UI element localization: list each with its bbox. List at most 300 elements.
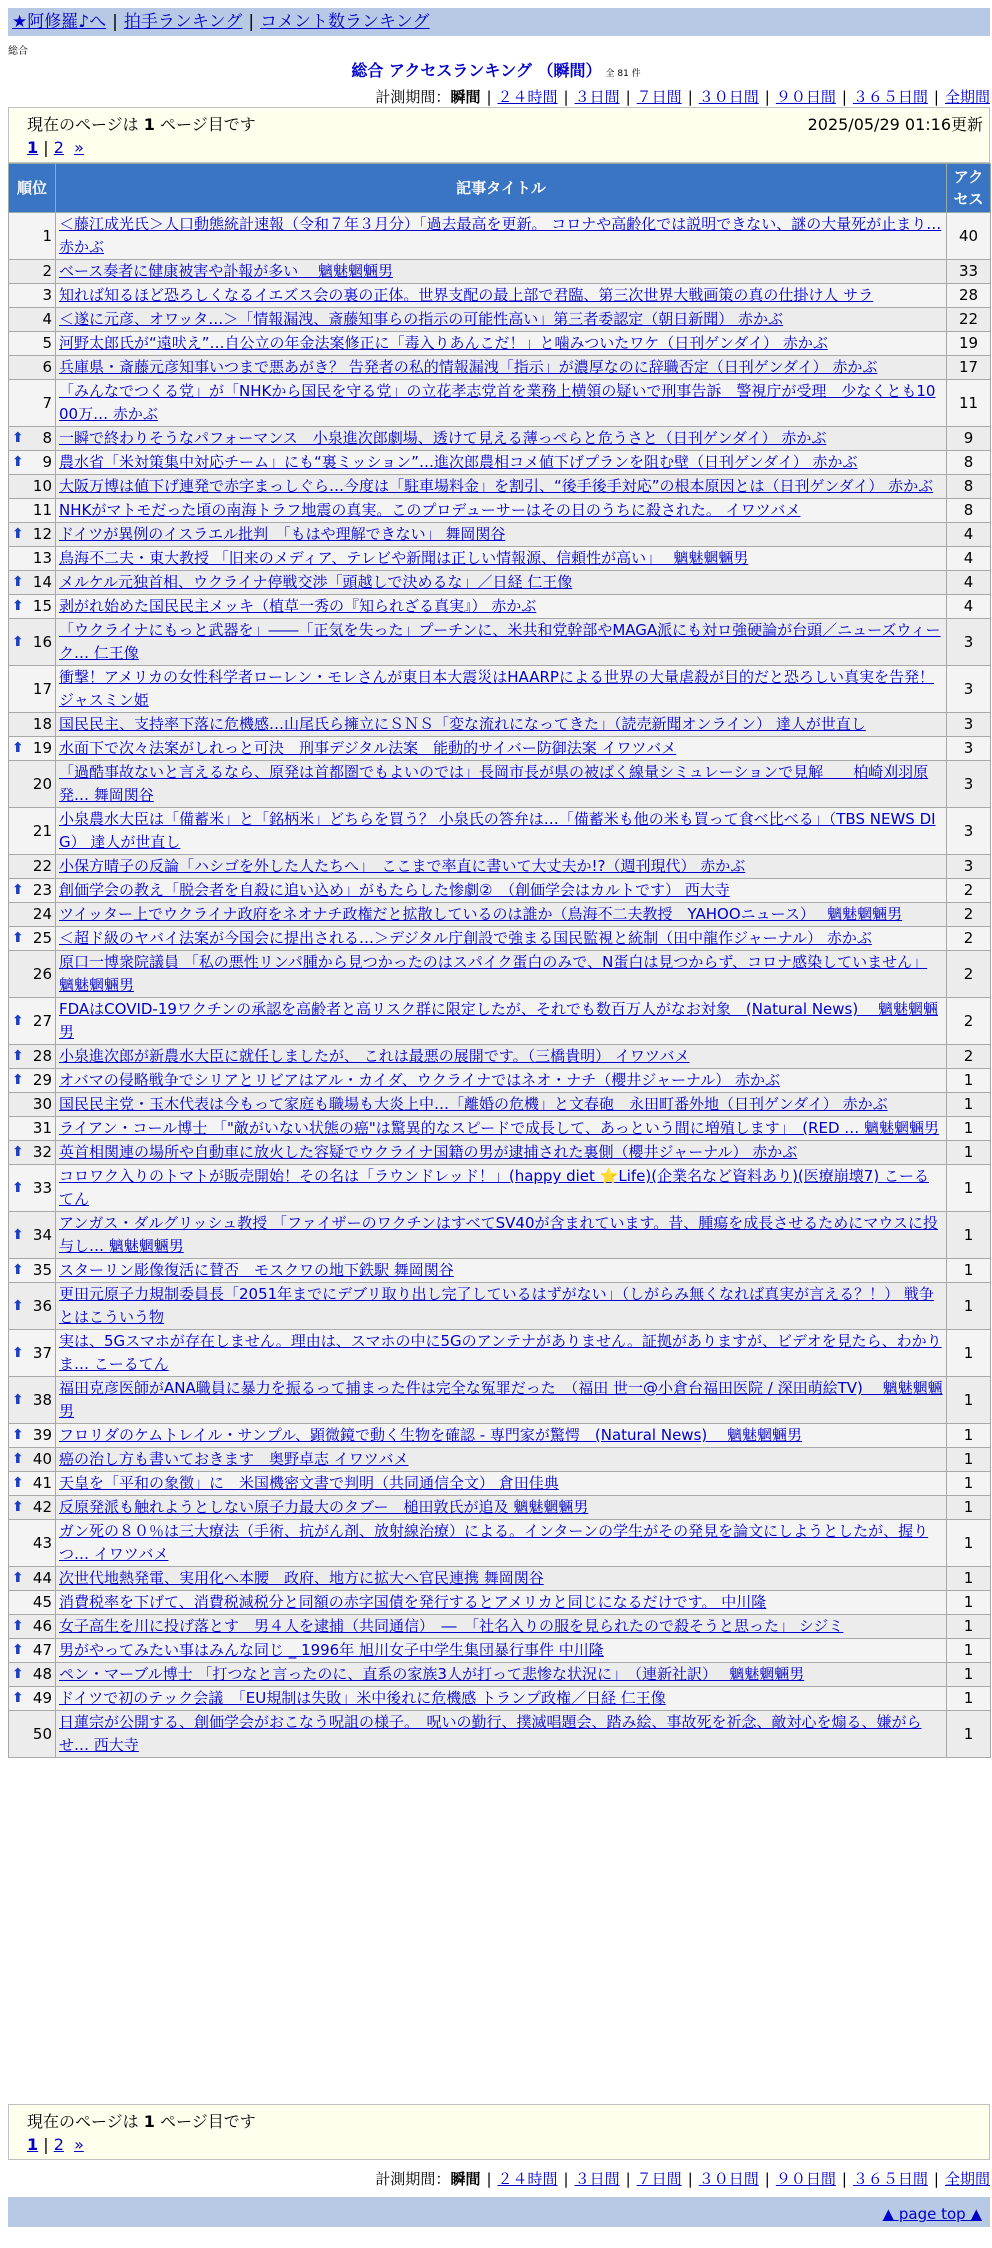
title-cell bbox=[56, 666, 947, 713]
title-cell bbox=[56, 1639, 947, 1663]
rank-cell bbox=[9, 1448, 56, 1472]
article-title-link[interactable]: 大阪万博は値下げ連発で赤字まっしぐら…今度は「駐車場料金」を割引、“後手後手対応”の根本原因とは（日刊ゲンダイ） 赤かぶ bbox=[59, 477, 934, 495]
title-cell bbox=[56, 713, 947, 737]
title-cell bbox=[56, 1520, 947, 1567]
pager-text-pre-bottom: 現在のページは bbox=[27, 2112, 139, 2131]
table-header-row bbox=[9, 164, 991, 213]
article-title-link[interactable]: メルケル元独首相、ウクライナ停戦交渉「頭越しで決めるな」／日経 仁王像 bbox=[59, 573, 573, 591]
title-cell bbox=[56, 571, 947, 595]
table-row bbox=[9, 951, 991, 998]
title-cell bbox=[56, 761, 947, 808]
table-row bbox=[9, 666, 991, 713]
access-count: 1 bbox=[947, 1591, 991, 1615]
table-row bbox=[9, 1591, 991, 1615]
period-current: 瞬間 bbox=[450, 88, 481, 106]
rank-number: 23 bbox=[32, 881, 52, 899]
table-row bbox=[9, 1093, 991, 1117]
period-24h-link[interactable]: ２４時間 bbox=[497, 88, 558, 106]
rank-number: 18 bbox=[32, 715, 52, 733]
access-count: 2 bbox=[947, 927, 991, 951]
access-count: 2 bbox=[947, 903, 991, 927]
access-count: 11 bbox=[947, 380, 991, 427]
access-count: 1 bbox=[947, 1259, 991, 1283]
rank-cell bbox=[9, 1165, 56, 1212]
title-cell bbox=[56, 1069, 947, 1093]
access-count: 1 bbox=[947, 1687, 991, 1711]
rank-up-arrow-icon: ⬆ bbox=[12, 1690, 24, 1706]
table-row bbox=[9, 903, 991, 927]
rank-number: 30 bbox=[32, 1095, 52, 1113]
rank-cell bbox=[9, 855, 56, 879]
rank-number: 2 bbox=[42, 262, 52, 280]
rank-number: 8 bbox=[42, 429, 52, 447]
article-title-link[interactable]: アンガス・ダルグリッシュ教授 「ファイザーのワクチンはすべてSV40が含まれています。昔、腫瘍を成長させるためにマウスに投与し… 魑魅魍魎男 bbox=[59, 1214, 938, 1255]
rank-cell bbox=[9, 523, 56, 547]
title-cell bbox=[56, 1283, 947, 1330]
table-row bbox=[9, 1687, 991, 1711]
access-count: 1 bbox=[947, 1711, 991, 1758]
title-cell bbox=[56, 1687, 947, 1711]
access-count: 4 bbox=[947, 571, 991, 595]
rank-up-arrow-icon: ⬆ bbox=[12, 882, 24, 898]
access-count: 3 bbox=[947, 666, 991, 713]
rank-number: 14 bbox=[32, 573, 52, 591]
access-count: 2 bbox=[947, 951, 991, 998]
access-count: 28 bbox=[947, 284, 991, 308]
access-count: 8 bbox=[947, 451, 991, 475]
article-title-link[interactable]: 更田元原子力規制委員長「2051年までにデブリ取り出し完了しているはずがない」（しがらみ無くなれば真実が言える？！） 戦争とはこういう物 bbox=[59, 1285, 934, 1326]
article-title-link[interactable]: 国民民主、支持率下落に危機感…山尾氏ら擁立にＳＮＳ「変な流れになってきた」（読売新聞オンライン） 達人が世直し bbox=[59, 715, 866, 733]
period-selector-bottom: 計測期間：瞬間 | ２４時間 | ３日間 | ７日間 | ３０日間 | ９０日間 | ３６５日間 | 全期間 bbox=[375, 2170, 990, 2188]
title-cell bbox=[56, 1663, 947, 1687]
table-row bbox=[9, 1283, 991, 1330]
rank-number: 43 bbox=[32, 1533, 52, 1552]
table-row bbox=[9, 332, 991, 356]
rank-cell bbox=[9, 761, 56, 808]
access-count: 33 bbox=[947, 260, 991, 284]
period-24h-link-bottom[interactable]: ２４時間 bbox=[497, 2170, 558, 2188]
rank-up-arrow-icon: ⬆ bbox=[12, 1344, 24, 1361]
rank-up-arrow-icon: ⬆ bbox=[12, 740, 24, 756]
period-365d-link-bottom[interactable]: ３６５日間 bbox=[852, 2170, 928, 2188]
title-cell bbox=[56, 1259, 947, 1283]
rank-cell bbox=[9, 571, 56, 595]
rank-number: 34 bbox=[32, 1225, 52, 1244]
rank-up-arrow-icon: ⬆ bbox=[12, 1391, 24, 1408]
title-cell bbox=[56, 1045, 947, 1069]
article-title-link[interactable]: FDAはCOVID-19ワクチンの承認を高齢者と高リスク群に限定したが、それでも数百万人がなお対象 (Natural News) 魑魅魍魎男 bbox=[59, 1000, 938, 1041]
article-title-link[interactable]: ＜藤江成光氏＞人口動態統計速報（令和７年３月分）「過去最高を更新。 コロナや高齢化では説明できない、謎の大量死が止まり… 赤かぶ bbox=[59, 215, 942, 256]
rank-up-arrow-icon: ⬆ bbox=[12, 598, 24, 614]
rank-up-arrow-icon: ⬆ bbox=[12, 454, 24, 470]
title-cell bbox=[56, 737, 947, 761]
pager-top: 現在のページは 1 ページ目です 2025/05/29 01:16更新 1 | 2 » bbox=[8, 107, 990, 163]
title-cell bbox=[56, 855, 947, 879]
article-title-link[interactable]: ドイツが異例のイスラエル批判 「もはや理解できない」 舞岡関谷 bbox=[59, 525, 506, 543]
article-title-link[interactable]: 次世代地熱発電、実用化へ本腰 政府、地方に拡大へ官民連携 舞岡関谷 bbox=[59, 1569, 544, 1587]
article-title-link[interactable]: ＜超ド級のヤバイ法案が今国会に提出される…＞デジタル庁創設で強まる国民監視と統制（田中龍作ジャーナル） 赤かぶ bbox=[59, 929, 872, 947]
access-count: 1 bbox=[947, 1069, 991, 1093]
rank-cell bbox=[9, 475, 56, 499]
rank-cell bbox=[9, 666, 56, 713]
table-row bbox=[9, 927, 991, 951]
rank-number: 46 bbox=[32, 1617, 52, 1635]
table-row bbox=[9, 1520, 991, 1567]
article-title-link[interactable]: ガン死の８０％は三大療法（手術、抗がん剤、放射線治療）による。インターンの学生がその発見を論文にしようとしたが、握りつ… イワツバメ bbox=[59, 1522, 929, 1563]
title-cell bbox=[56, 427, 947, 451]
ranking-table bbox=[8, 163, 991, 1758]
access-count: 4 bbox=[947, 523, 991, 547]
rank-cell bbox=[9, 380, 56, 427]
rank-number: 26 bbox=[32, 964, 52, 983]
table-row bbox=[9, 737, 991, 761]
table-row bbox=[9, 761, 991, 808]
rank-cell bbox=[9, 1283, 56, 1330]
access-count: 1 bbox=[947, 1472, 991, 1496]
rank-cell bbox=[9, 1711, 56, 1758]
rank-number: 9 bbox=[42, 453, 52, 471]
article-title-link[interactable]: 鳥海不二夫・東大教授 「旧来のメディア、テレビや新聞は正しい情報源、信頼性が高い」 魑魅魍魎男 bbox=[59, 549, 749, 567]
article-title-link[interactable]: 原口一博衆院議員 「私の悪性リンパ腫から見つかったのはスパイク蛋白のみで、N蛋白は見つからず、コロナ感染していません」 魑魅魍魎男 bbox=[59, 953, 928, 994]
table-row bbox=[9, 1377, 991, 1424]
article-title-link[interactable]: 天皇を「平和の象徴」に 米国機密文書で判明（共同通信全文） 倉田佳典 bbox=[59, 1474, 559, 1492]
rank-cell bbox=[9, 332, 56, 356]
article-title-link[interactable]: 剥がれ始めた国民民主メッキ（植草一秀の『知られざる真実』） 赤かぶ bbox=[59, 597, 537, 615]
page-title bbox=[0, 58, 992, 81]
page-top-link[interactable]: ▲ page top ▲ bbox=[882, 2205, 982, 2223]
header-title: 記事タイトル bbox=[56, 164, 947, 213]
title-cell bbox=[56, 1212, 947, 1259]
rank-cell bbox=[9, 713, 56, 737]
pager-bottom: 現在のページは 1 ページ目です 1 | 2 » bbox=[8, 2104, 990, 2160]
table-row bbox=[9, 1259, 991, 1283]
table-row bbox=[9, 1165, 991, 1212]
rank-cell bbox=[9, 284, 56, 308]
rank-cell bbox=[9, 879, 56, 903]
rank-cell bbox=[9, 547, 56, 571]
home-link[interactable]: ★阿修羅♪へ bbox=[12, 12, 107, 32]
rank-number: 40 bbox=[32, 1450, 52, 1468]
updated-time: 2025/05/29 01:16更新 bbox=[807, 115, 983, 134]
page-1-link-bottom[interactable]: 1 bbox=[27, 2135, 39, 2154]
article-title-link[interactable]: 日蓮宗が公開する、創価学会がおこなう呪詛の様子。 呪いの勤行、撲滅唱題会、踏み絵、事故死を祈念、敵対心を煽る、嫌がらせ… 西大寺 bbox=[59, 1713, 922, 1754]
article-title-link[interactable]: 創価学会の教え「脱会者を自殺に追い込め」がもたらした惨劇② （創価学会はカルトです） 西大寺 bbox=[59, 881, 730, 899]
rank-number: 31 bbox=[32, 1119, 52, 1137]
rank-up-arrow-icon: ⬆ bbox=[12, 1144, 24, 1160]
article-title-link[interactable]: ベース奏者に健康被害や訃報が多い 魑魅魍魎男 bbox=[59, 262, 394, 280]
access-count: 1 bbox=[947, 1093, 991, 1117]
article-title-link[interactable]: 兵庫県・斎藤元彦知事いつまで悪あがき？ 告発者の私的情報漏洩「指示」が濃厚なのに辞職否定（日刊ゲンダイ） 赤かぶ bbox=[59, 358, 878, 376]
title-cell bbox=[56, 1472, 947, 1496]
access-count: 9 bbox=[947, 427, 991, 451]
table-row bbox=[9, 1496, 991, 1520]
article-title-link[interactable]: ツイッター上でウクライナ政府をネオナチ政権だと拡散しているのは誰か（鳥海不二夫教授 YAHOOニュース） 魑魅魍魎男 bbox=[59, 905, 903, 923]
rank-number: 32 bbox=[32, 1143, 52, 1161]
rank-cell bbox=[9, 737, 56, 761]
rank-number: 6 bbox=[42, 358, 52, 376]
article-title-link[interactable]: 農水省「米対策集中対応チーム」にも“裏ミッション”…進次郎農相コメ値下げプランを阻む壁（日刊ゲンダイ） 赤かぶ bbox=[59, 453, 858, 471]
rank-number: 7 bbox=[42, 393, 52, 412]
rank-number: 5 bbox=[42, 334, 52, 352]
rank-cell bbox=[9, 1687, 56, 1711]
rank-number: 12 bbox=[32, 525, 52, 543]
title-cell bbox=[56, 308, 947, 332]
rank-cell bbox=[9, 427, 56, 451]
access-count: 3 bbox=[947, 737, 991, 761]
rank-cell bbox=[9, 1663, 56, 1687]
title-cell bbox=[56, 475, 947, 499]
period-3d-link[interactable]: ３日間 bbox=[574, 88, 620, 106]
pager-text-pre: 現在のページは bbox=[27, 115, 139, 134]
title-cell bbox=[56, 1330, 947, 1377]
table-row bbox=[9, 427, 991, 451]
next-page-link-bottom[interactable]: » bbox=[74, 2135, 84, 2154]
rank-number: 10 bbox=[32, 477, 52, 495]
title-cell bbox=[56, 332, 947, 356]
rank-cell bbox=[9, 308, 56, 332]
rank-cell bbox=[9, 951, 56, 998]
rank-number: 1 bbox=[42, 226, 52, 245]
article-title-link[interactable]: 知れば知るほど恐ろしくなるイエズス会の裏の正体。世界支配の最上部で君臨、第三次世界大戦画策の真の仕掛け人 サラ bbox=[59, 286, 874, 304]
rank-number: 39 bbox=[32, 1426, 52, 1444]
period-all-link-bottom[interactable]: 全期間 bbox=[944, 2170, 990, 2188]
rank-number: 36 bbox=[32, 1296, 52, 1315]
access-count: 19 bbox=[947, 332, 991, 356]
period-90d-link-bottom[interactable]: ９０日間 bbox=[775, 2170, 836, 2188]
article-title-link[interactable]: NHKがマトモだった頃の南海トラフ地震の真実。このプロデューサーはその日のうちに殺された。 イワツバメ bbox=[59, 501, 801, 519]
article-title-link[interactable]: ライアン・コール博士 「"敵がいない状態の癌"は驚異的なスピードで成長して、あっという間に増殖します」 (RED … 魑魅魍魎男 bbox=[59, 1119, 940, 1137]
rank-cell bbox=[9, 927, 56, 951]
access-count: 2 bbox=[947, 879, 991, 903]
article-title-link[interactable]: 河野太郎氏が“遠吠え”…自公立の年金法案修正に「毒入りあんこだ！」と噛みついたワケ（日刊ゲンダイ） 赤かぶ bbox=[59, 334, 828, 352]
access-count: 1 bbox=[947, 1165, 991, 1212]
title-cell bbox=[56, 523, 947, 547]
pager-current-bottom: 1 bbox=[143, 2112, 155, 2131]
top-nav-bar: ★阿修羅♪へ | 拍手ランキング | コメント数ランキング bbox=[8, 8, 990, 36]
rank-number: 21 bbox=[32, 821, 52, 840]
article-title-link[interactable]: 女子高生を川に投げ落とす 男４人を逮捕（共同通信） ― 「社名入りの服を見られたので殺そうと思った」 シジミ bbox=[59, 1617, 844, 1635]
article-title-link[interactable]: ペン・マーブル博士 「打つなと言ったのに、直系の家族3人が打って悲惨な状況に」 （連新社訳） 魑魅魍魎男 bbox=[59, 1665, 805, 1683]
title-cell bbox=[56, 927, 947, 951]
title-cell bbox=[56, 903, 947, 927]
period-label: 計測期間： bbox=[375, 88, 451, 106]
table-row bbox=[9, 1424, 991, 1448]
rank-up-arrow-icon: ⬆ bbox=[12, 1226, 24, 1243]
table-row bbox=[9, 547, 991, 571]
table-row bbox=[9, 879, 991, 903]
rank-number: 19 bbox=[32, 739, 52, 757]
article-title-link[interactable]: 「ウクライナにもっと武器を」――「正気を失った」プーチンに、米共和党幹部やMAGA派にも対ロ強硬論が台頭／ニューズウィーク… 仁王像 bbox=[59, 621, 941, 662]
period-365d-link[interactable]: ３６５日間 bbox=[852, 88, 928, 106]
article-title-link[interactable]: 癌の治し方も書いておきます 奥野卓志 イワツバメ bbox=[59, 1450, 409, 1468]
access-count: 1 bbox=[947, 1377, 991, 1424]
table-row bbox=[9, 619, 991, 666]
rank-number: 22 bbox=[32, 857, 52, 875]
access-count: 1 bbox=[947, 1639, 991, 1663]
rank-cell bbox=[9, 1424, 56, 1448]
title-cell bbox=[56, 547, 947, 571]
article-title-link[interactable]: 小泉進次郎が新農水大臣に就任しましたが、 これは最悪の展開です。（三橋貴明） イワツバメ bbox=[59, 1047, 690, 1065]
rank-number: 44 bbox=[32, 1569, 52, 1587]
table-row bbox=[9, 1117, 991, 1141]
page-2-link[interactable]: 2 bbox=[53, 138, 64, 157]
period-all-link[interactable]: 全期間 bbox=[944, 88, 990, 106]
page-title-text: 総合 アクセスランキング （瞬間） bbox=[351, 61, 602, 80]
page-1-link[interactable]: 1 bbox=[27, 138, 39, 157]
article-title-link[interactable]: 衝撃！アメリカの女性科学者ローレン・モレさんが東日本大震災はHAARPによる世界の大量虐殺が目的だと恐ろしい真実を告発！ ジャスミン姫 bbox=[59, 668, 934, 709]
comment-ranking-link[interactable]: コメント数ランキング bbox=[260, 12, 430, 32]
table-row bbox=[9, 1567, 991, 1591]
rank-number: 49 bbox=[32, 1689, 52, 1707]
rank-up-arrow-icon: ⬆ bbox=[12, 1475, 24, 1491]
title-cell bbox=[56, 1496, 947, 1520]
header-access: アクセス bbox=[947, 164, 991, 213]
rank-up-arrow-icon: ⬆ bbox=[12, 930, 24, 946]
title-cell bbox=[56, 284, 947, 308]
rank-number: 17 bbox=[32, 679, 52, 698]
table-row bbox=[9, 808, 991, 855]
access-count: 1 bbox=[947, 1117, 991, 1141]
next-page-link[interactable]: » bbox=[74, 138, 84, 157]
article-title-link[interactable]: 一瞬で終わりそうなパフォーマンス 小泉進次郎劇場、透けて見える薄っぺらと危うさと（日刊ゲンダイ） 赤かぶ bbox=[59, 429, 827, 447]
title-cell bbox=[56, 595, 947, 619]
rank-cell bbox=[9, 1141, 56, 1165]
pager-text-post: ページ目です bbox=[160, 115, 256, 134]
article-title-link[interactable]: 国民民主党・玉木代表は今もって家庭も職場も大炎上中…「離婚の危機」と文春砲 永田町番外地（日刊ゲンダイ） 赤かぶ bbox=[59, 1095, 888, 1113]
article-title-link[interactable]: ドイツで初のテック会議 「EU規制は失敗」米中後れに危機感 トランプ政権／日経 仁王像 bbox=[59, 1689, 666, 1707]
rank-cell bbox=[9, 1045, 56, 1069]
table-row bbox=[9, 855, 991, 879]
total-count: 全 81 件 bbox=[605, 69, 641, 79]
rank-number: 48 bbox=[32, 1665, 52, 1683]
title-cell bbox=[56, 1591, 947, 1615]
rank-cell bbox=[9, 451, 56, 475]
table-row bbox=[9, 451, 991, 475]
period-90d-link[interactable]: ９０日間 bbox=[775, 88, 836, 106]
title-cell bbox=[56, 451, 947, 475]
rank-up-arrow-icon: ⬆ bbox=[12, 1642, 24, 1658]
period-30d-link-bottom[interactable]: ３０日間 bbox=[698, 2170, 759, 2188]
rank-cell bbox=[9, 1520, 56, 1567]
period-current-bottom: 瞬間 bbox=[450, 2170, 481, 2188]
table-row bbox=[9, 571, 991, 595]
table-row bbox=[9, 1639, 991, 1663]
article-title-link[interactable]: 「過酷事故ないと言えるなら、原発は首都圏でもよいのでは」長岡市長が県の被ばく線量シミュレーションで見解 柏崎刈羽原発… 舞岡関谷 bbox=[59, 763, 929, 804]
period-3d-link-bottom[interactable]: ３日間 bbox=[574, 2170, 620, 2188]
title-cell bbox=[56, 808, 947, 855]
article-title-link[interactable]: オバマの侵略戦争でシリアとリビアはアル・カイダ、ウクライナではネオ・ナチ（櫻井ジャーナル） 赤かぶ bbox=[59, 1071, 781, 1089]
rank-up-arrow-icon: ⬆ bbox=[12, 1262, 24, 1278]
table-row bbox=[9, 1212, 991, 1259]
title-cell bbox=[56, 260, 947, 284]
table-row bbox=[9, 1330, 991, 1377]
title-cell bbox=[56, 380, 947, 427]
period-label-bottom: 計測期間： bbox=[375, 2170, 451, 2188]
rank-number: 20 bbox=[32, 774, 52, 793]
article-title-link[interactable]: 消費税率を下げて、消費税減税分と同額の赤字国債を発行するとアメリカと同じになるだけです。 中川隆 bbox=[59, 1593, 767, 1611]
article-title-link[interactable]: 小泉農水大臣は「備蓄米」と「銘柄米」どちらを買う？ 小泉氏の答弁は…「備蓄米も他の米も買って食べ比べる」（TBS NEWS DIG） 達人が世直し bbox=[59, 810, 936, 851]
clap-ranking-link[interactable]: 拍手ランキング bbox=[123, 12, 243, 32]
rank-cell bbox=[9, 499, 56, 523]
rank-cell bbox=[9, 1639, 56, 1663]
table-row bbox=[9, 308, 991, 332]
period-30d-link[interactable]: ３０日間 bbox=[698, 88, 759, 106]
rank-number: 28 bbox=[32, 1047, 52, 1065]
article-title-link[interactable]: 「みんなでつくる党」が「NHKから国民を守る党」の立花孝志党首を業務上横領の疑いで刑事告訴 警視庁が受理 少なくとも1000万… 赤かぶ bbox=[59, 382, 936, 423]
rank-up-arrow-icon: ⬆ bbox=[12, 1012, 24, 1029]
rank-cell bbox=[9, 1330, 56, 1377]
access-count: 1 bbox=[947, 1567, 991, 1591]
rank-cell bbox=[9, 1615, 56, 1639]
rank-number: 41 bbox=[32, 1474, 52, 1492]
rank-number: 42 bbox=[32, 1498, 52, 1516]
access-count: 22 bbox=[947, 308, 991, 332]
title-cell bbox=[56, 1424, 947, 1448]
page-2-link-bottom[interactable]: 2 bbox=[53, 2135, 64, 2154]
rank-up-arrow-icon: ⬆ bbox=[12, 1666, 24, 1682]
article-title-link[interactable]: 英首相関連の場所や自動車に放火した容疑でウクライナ国籍の男が逮捕された裏側（櫻井ジャーナル） 赤かぶ bbox=[59, 1143, 798, 1161]
article-title-link[interactable]: 小保方晴子の反論「ハシゴを外した人たちへ」 ここまで率直に書いて大丈夫か!?（週刊現代） 赤かぶ bbox=[59, 857, 746, 875]
rank-up-arrow-icon: ⬆ bbox=[12, 526, 24, 542]
title-cell bbox=[56, 1117, 947, 1141]
access-count: 4 bbox=[947, 547, 991, 571]
article-title-link[interactable]: 水面下で次々法案がしれっと可決 刑事デジタル法案 能動的サイバー防御法案 イワツバメ bbox=[59, 739, 677, 757]
rank-cell bbox=[9, 998, 56, 1045]
table-row bbox=[9, 475, 991, 499]
rank-cell bbox=[9, 1093, 56, 1117]
title-cell bbox=[56, 1377, 947, 1424]
rank-number: 16 bbox=[32, 632, 52, 651]
period-7d-link-bottom[interactable]: ７日間 bbox=[636, 2170, 682, 2188]
rank-up-arrow-icon: ⬆ bbox=[12, 1570, 24, 1586]
access-count: 8 bbox=[947, 475, 991, 499]
rank-cell bbox=[9, 1591, 56, 1615]
rank-up-arrow-icon: ⬆ bbox=[12, 633, 24, 650]
rank-cell bbox=[9, 356, 56, 380]
rank-up-arrow-icon: ⬆ bbox=[12, 574, 24, 590]
access-count: 1 bbox=[947, 1615, 991, 1639]
title-cell bbox=[56, 619, 947, 666]
access-count: 40 bbox=[947, 213, 991, 260]
title-cell bbox=[56, 213, 947, 260]
article-title-link[interactable]: フロリダのケムトレイル・サンプル、顕微鏡で動く生物を確認 - 専門家が驚愕 (Natural News) 魑魅魍魎男 bbox=[59, 1426, 803, 1444]
article-title-link[interactable]: 反原発派も触れようとしない原子力最大のタブー 槌田敦氏が追及 魑魅魍魎男 bbox=[59, 1498, 589, 1516]
title-cell bbox=[56, 1093, 947, 1117]
article-title-link[interactable]: 実は、5Gスマホが存在しません。理由は、スマホの中に5Gのアンテナがありません。証拠がありますが、ビデオを見たら、わかりま… こーるてん bbox=[59, 1332, 942, 1373]
article-title-link[interactable]: 男がやってみたい事はみんな同じ _ 1996年 旭川女子中学生集団暴行事件 中川隆 bbox=[59, 1641, 604, 1659]
table-row bbox=[9, 713, 991, 737]
period-7d-link[interactable]: ７日間 bbox=[636, 88, 682, 106]
rank-number: 27 bbox=[32, 1011, 52, 1030]
table-row bbox=[9, 595, 991, 619]
article-title-link[interactable]: コロワク入りのトマトが販売開始！その名は「ラウンドレッド！」(happy diet ⭐Life)(企業名など資料あり)(医療崩壊7) こーるてん bbox=[59, 1167, 929, 1208]
rank-up-arrow-icon: ⬆ bbox=[12, 1048, 24, 1064]
article-title-link[interactable]: 福田克彦医師がANA職員に暴力を振るって捕まった件は完全な冤罪だった （福田 世一@小倉台福田医院 / 深田萌絵TV) 魑魅魍魎男 bbox=[59, 1379, 943, 1420]
rank-number: 25 bbox=[32, 929, 52, 947]
rank-number: 13 bbox=[32, 549, 52, 567]
access-count: 1 bbox=[947, 1496, 991, 1520]
table-row bbox=[9, 499, 991, 523]
access-count: 1 bbox=[947, 1663, 991, 1687]
rank-up-arrow-icon: ⬆ bbox=[12, 1451, 24, 1467]
access-count: 1 bbox=[947, 1141, 991, 1165]
table-row bbox=[9, 1448, 991, 1472]
rank-number: 15 bbox=[32, 597, 52, 615]
article-title-link[interactable]: ＜遂に元彦、オワッタ…＞「情報漏洩、斎藤知事らの指示の可能性高い」第三者委認定（朝日新聞） 赤かぶ bbox=[59, 310, 784, 328]
article-title-link[interactable]: スターリン彫像復活に賛否 モスクワの地下鉄駅 舞岡関谷 bbox=[59, 1261, 454, 1279]
table-row bbox=[9, 284, 991, 308]
access-count: 2 bbox=[947, 1045, 991, 1069]
